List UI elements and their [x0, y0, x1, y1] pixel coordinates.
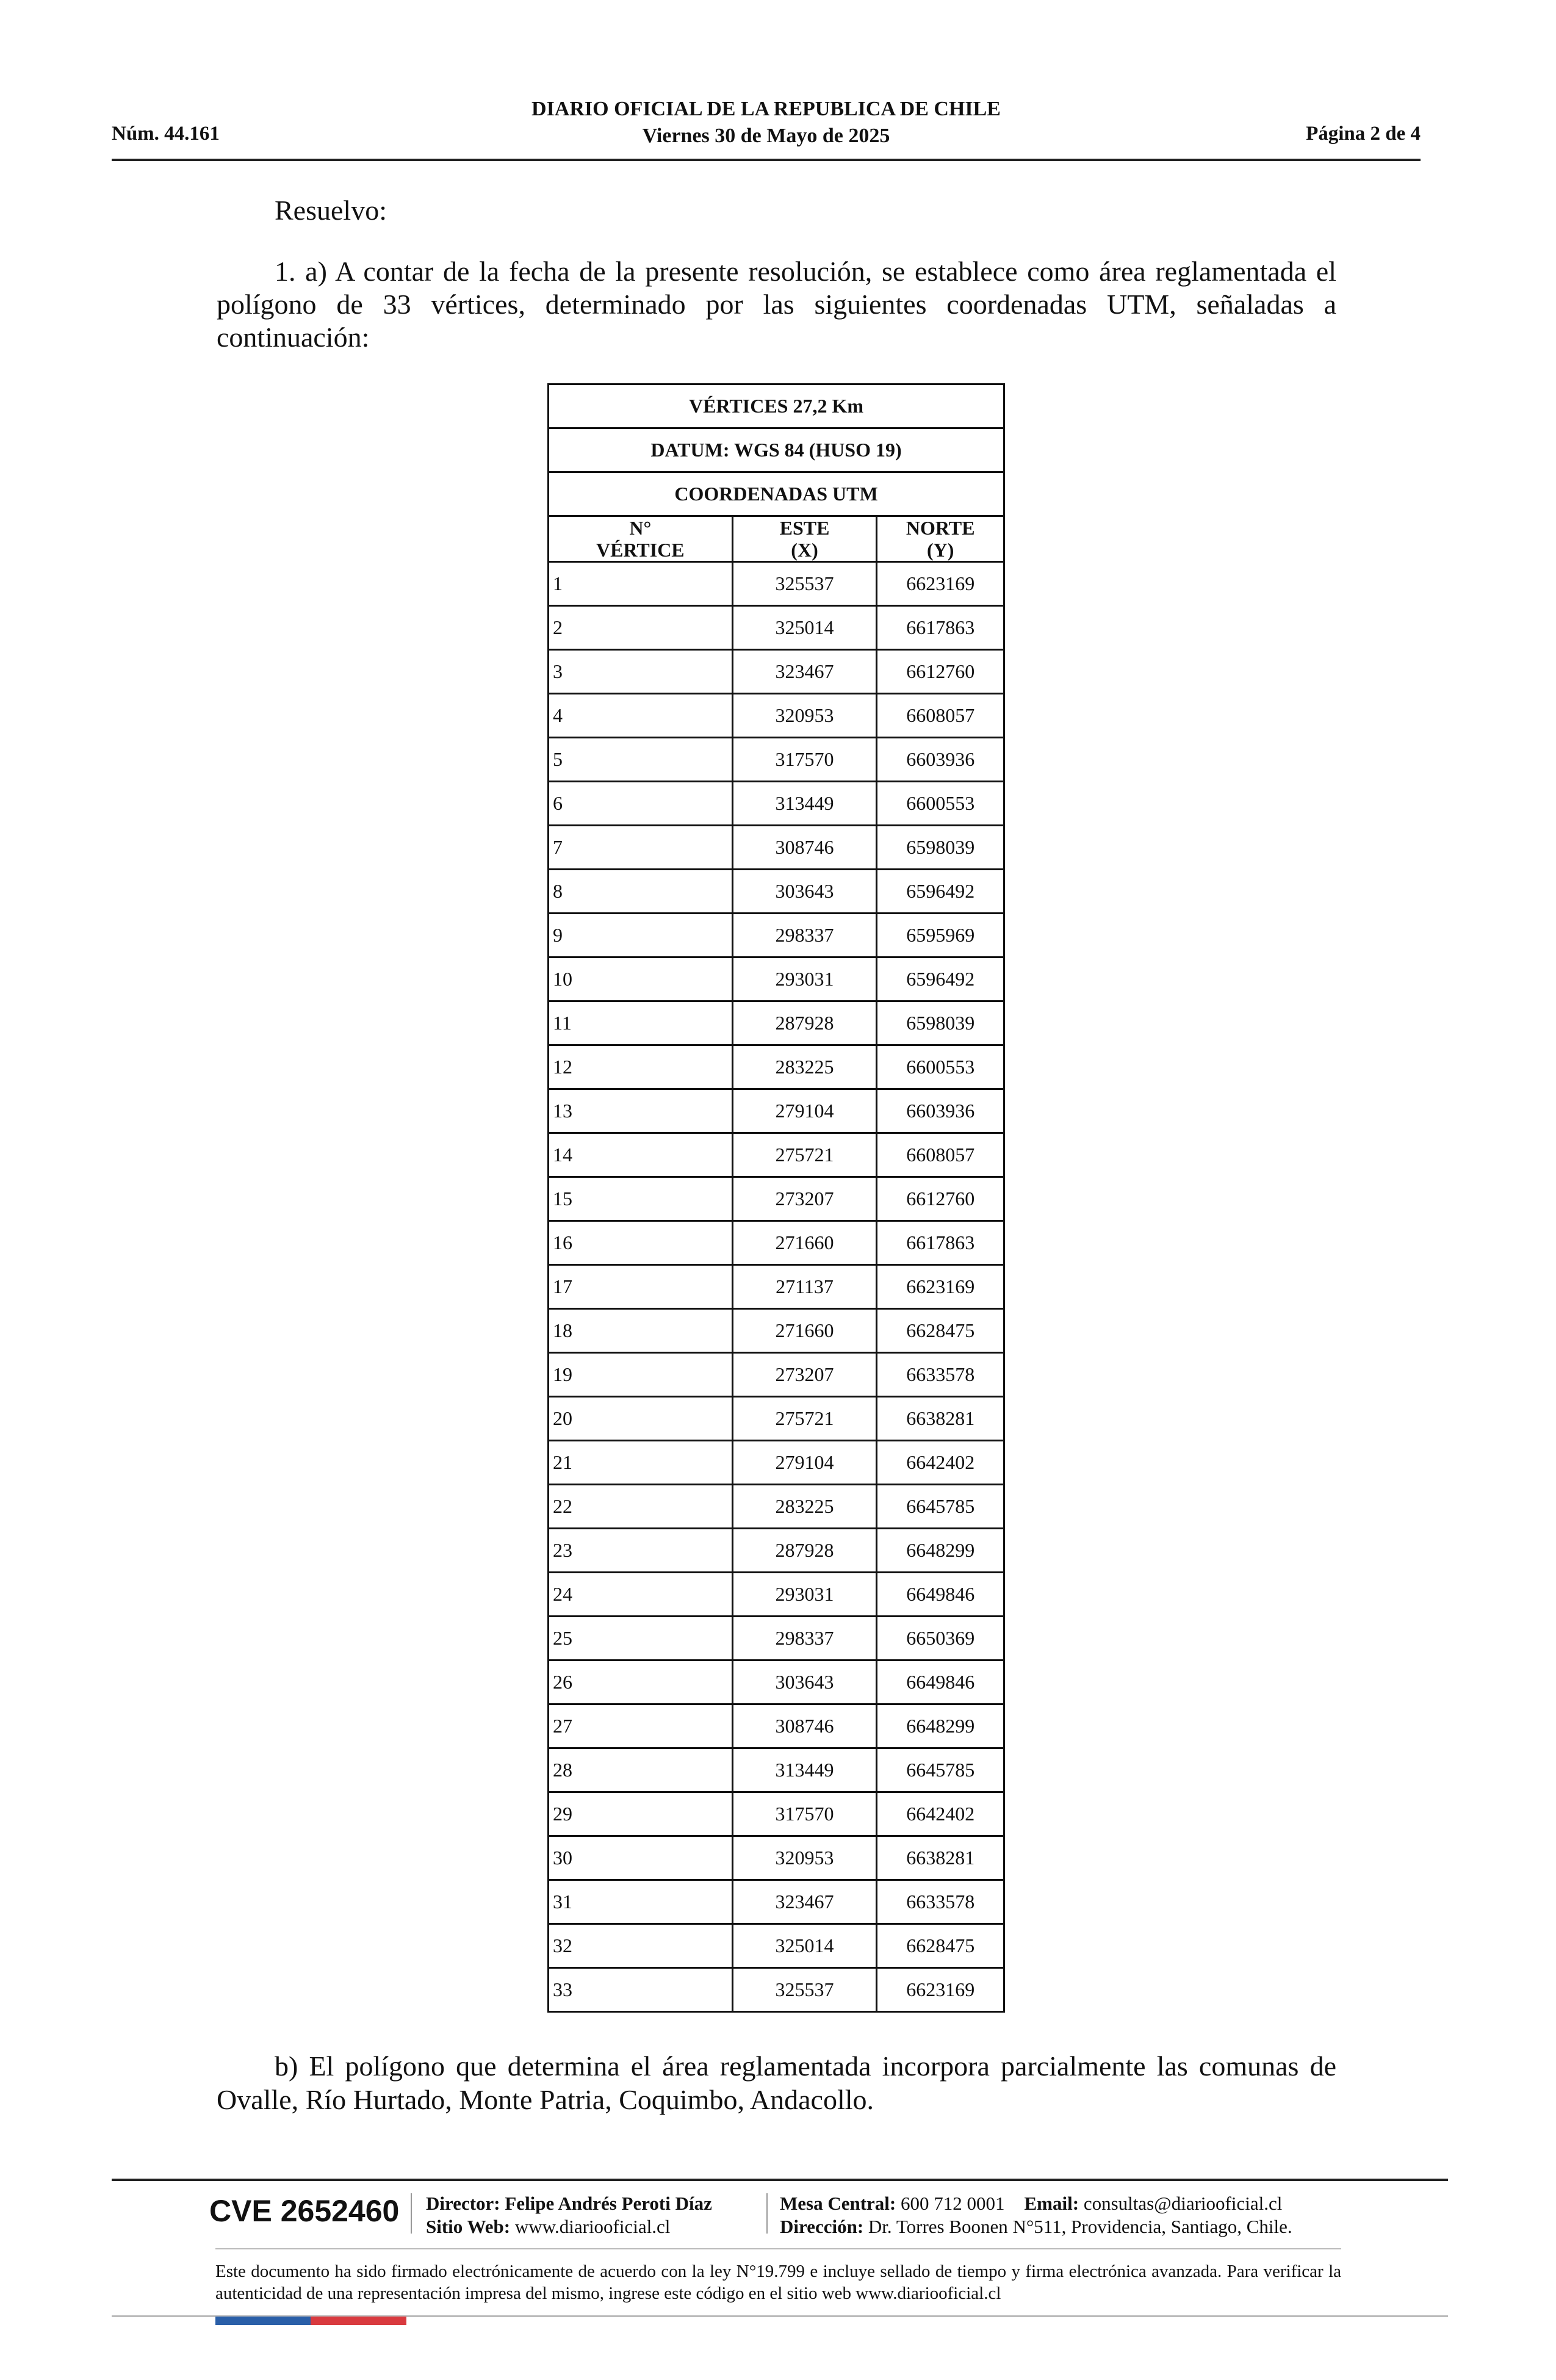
- table-row: [549, 650, 1004, 694]
- norte-cell: 6649846: [877, 1573, 1004, 1617]
- table-row: [549, 1792, 1004, 1836]
- address-value: Dr. Torres Boonen N°511, Providencia, Santiago, Chile.: [868, 2216, 1292, 2237]
- table-row: [549, 562, 1004, 606]
- mesa-label: Mesa Central:: [780, 2193, 896, 2214]
- norte-cell: 6623169: [877, 562, 1004, 606]
- mesa-phone: 600 712 0001: [901, 2193, 1005, 2214]
- col-header-este-l2: (X): [791, 539, 818, 561]
- norte-cell: 6628475: [877, 1309, 1004, 1353]
- col-header-norte-l2: (Y): [927, 539, 954, 561]
- footer-divider: [766, 2193, 768, 2234]
- norte-cell: 6603936: [877, 738, 1004, 782]
- este-cell: 271660: [732, 1221, 877, 1265]
- este-cell: 271660: [732, 1309, 877, 1353]
- vertex-number-cell: 10: [549, 957, 733, 1001]
- norte-cell: 6638281: [877, 1836, 1004, 1880]
- este-cell: 317570: [732, 1792, 877, 1836]
- este-cell: 273207: [732, 1177, 877, 1221]
- vertex-number-cell: 9: [549, 914, 733, 957]
- este-cell: 308746: [732, 1704, 877, 1748]
- vertex-number-cell: 14: [549, 1133, 733, 1177]
- este-cell: 283225: [732, 1485, 877, 1529]
- este-cell: 320953: [732, 694, 877, 738]
- norte-cell: 6596492: [877, 957, 1004, 1001]
- este-cell: 298337: [732, 914, 877, 957]
- cve-code: CVE 2652460: [209, 2194, 400, 2228]
- este-cell: 325014: [732, 1924, 877, 1968]
- table-title-vertices: VÉRTICES 27,2 Km: [549, 384, 1004, 428]
- table-row: [549, 1661, 1004, 1704]
- table-row: [549, 1353, 1004, 1397]
- norte-cell: 6608057: [877, 1133, 1004, 1177]
- table-row: [549, 1133, 1004, 1177]
- table-row: [549, 738, 1004, 782]
- norte-cell: 6650369: [877, 1617, 1004, 1661]
- vertex-number-cell: 33: [549, 1968, 733, 2012]
- vertex-number-cell: 26: [549, 1661, 733, 1704]
- table-row: [549, 1704, 1004, 1748]
- footer-contact-block: [780, 2192, 1292, 2238]
- norte-cell: 6645785: [877, 1485, 1004, 1529]
- table-row: [549, 1177, 1004, 1221]
- norte-cell: 6595969: [877, 914, 1004, 957]
- este-cell: 279104: [732, 1089, 877, 1133]
- page-indicator: Página 2 de 4: [1306, 123, 1421, 145]
- norte-cell: 6648299: [877, 1529, 1004, 1573]
- norte-cell: 6603936: [877, 1089, 1004, 1133]
- vertex-number-cell: 22: [549, 1485, 733, 1529]
- publication-date: Viernes 30 de Mayo de 2025: [642, 124, 890, 147]
- vertex-number-cell: 29: [549, 1792, 733, 1836]
- footer-director-block: [426, 2192, 712, 2238]
- este-cell: 320953: [732, 1836, 877, 1880]
- table-row: [549, 1748, 1004, 1792]
- vertex-number-cell: 18: [549, 1309, 733, 1353]
- director-label: Director:: [426, 2193, 500, 2214]
- norte-cell: 6598039: [877, 1001, 1004, 1045]
- table-row: [549, 1573, 1004, 1617]
- table-row: [549, 1397, 1004, 1441]
- este-cell: 287928: [732, 1529, 877, 1573]
- website-link[interactable]: www.diariooficial.cl: [514, 2216, 671, 2237]
- table-row: [549, 1968, 1004, 2012]
- vertex-number-cell: 28: [549, 1748, 733, 1792]
- table-row: [549, 1045, 1004, 1089]
- table-row: [549, 957, 1004, 1001]
- norte-cell: 6645785: [877, 1748, 1004, 1792]
- table-row: [549, 1265, 1004, 1309]
- table-row: [549, 1529, 1004, 1573]
- col-header-norte-l1: NORTE: [906, 517, 975, 539]
- vertex-number-cell: 31: [549, 1880, 733, 1924]
- vertex-number-cell: 6: [549, 782, 733, 826]
- vertex-number-cell: 16: [549, 1221, 733, 1265]
- vertex-number-cell: 21: [549, 1441, 733, 1485]
- col-header-norte: [877, 516, 1004, 562]
- table-row: [549, 1836, 1004, 1880]
- paragraph-1b: b) El polígono que determina el área reglamentada incorpora parcialmente las comunas de Ovalle, Río Hurtado, Monte Patria, Coquimbo, Andacollo.: [217, 2050, 1336, 2115]
- footer-divider: [411, 2193, 412, 2234]
- table-row: [549, 826, 1004, 870]
- este-cell: 308746: [732, 826, 877, 870]
- este-cell: 275721: [732, 1133, 877, 1177]
- norte-cell: 6600553: [877, 1045, 1004, 1089]
- col-header-este-l1: ESTE: [779, 517, 830, 539]
- page-footer: [112, 2179, 1448, 2321]
- vertex-number-cell: 2: [549, 606, 733, 650]
- vertex-number-cell: 19: [549, 1353, 733, 1397]
- vertex-number-cell: 30: [549, 1836, 733, 1880]
- norte-cell: 6642402: [877, 1441, 1004, 1485]
- norte-cell: 6596492: [877, 870, 1004, 914]
- vertex-number-cell: 11: [549, 1001, 733, 1045]
- este-cell: 293031: [732, 1573, 877, 1617]
- norte-cell: 6623169: [877, 1265, 1004, 1309]
- este-cell: 325537: [732, 1968, 877, 2012]
- vertex-number-cell: 23: [549, 1529, 733, 1573]
- norte-cell: 6633578: [877, 1880, 1004, 1924]
- norte-cell: 6598039: [877, 826, 1004, 870]
- vertex-number-cell: 5: [549, 738, 733, 782]
- table-row: [549, 1880, 1004, 1924]
- table-row: [549, 1617, 1004, 1661]
- norte-cell: 6649846: [877, 1661, 1004, 1704]
- norte-cell: 6617863: [877, 606, 1004, 650]
- publication-title: DIARIO OFICIAL DE LA REPUBLICA DE CHILE: [531, 98, 1001, 120]
- vertex-number-cell: 8: [549, 870, 733, 914]
- vertex-number-cell: 25: [549, 1617, 733, 1661]
- footer-separator: [215, 2248, 1341, 2249]
- col-header-vertice: [549, 516, 733, 562]
- col-header-este: [732, 516, 877, 562]
- este-cell: 273207: [732, 1353, 877, 1397]
- email-label: Email:: [1024, 2193, 1079, 2214]
- vertex-number-cell: 7: [549, 826, 733, 870]
- este-cell: 313449: [732, 1748, 877, 1792]
- vertex-number-cell: 3: [549, 650, 733, 694]
- table-row: [549, 914, 1004, 957]
- este-cell: 303643: [732, 1661, 877, 1704]
- flag-stripe-blue: [215, 2317, 311, 2325]
- norte-cell: 6617863: [877, 1221, 1004, 1265]
- paragraph-1a: 1. a) A contar de la fecha de la presente resolución, se establece como área reglamentada el polígono de 33 vértices, determinado por las siguientes coordenadas UTM, señaladas a continuación:: [217, 256, 1336, 353]
- flag-stripe-red: [311, 2317, 406, 2325]
- este-cell: 293031: [732, 957, 877, 1001]
- address-label: Dirección:: [780, 2216, 864, 2237]
- table-row: [549, 1485, 1004, 1529]
- col-header-vertice-l2: VÉRTICE: [596, 539, 685, 561]
- page-header: [112, 95, 1421, 161]
- norte-cell: 6633578: [877, 1353, 1004, 1397]
- vertex-number-cell: 20: [549, 1397, 733, 1441]
- signature-note: Este documento ha sido firmado electrónicamente de acuerdo con la ley N°19.799 e incluye sellado de tiempo y firma electrónica avanzada. Para verificar la autenticidad de una representación impresa del mismo, ingrese este código en el sitio web www.diariooficial.cl: [215, 2262, 1341, 2303]
- este-cell: 275721: [732, 1397, 877, 1441]
- norte-cell: 6600553: [877, 782, 1004, 826]
- email-link[interactable]: consultas@diariooficial.cl: [1083, 2193, 1283, 2214]
- table-title-datum: DATUM: WGS 84 (HUSO 19): [549, 428, 1004, 472]
- norte-cell: 6628475: [877, 1924, 1004, 1968]
- table-row: [549, 1089, 1004, 1133]
- este-cell: 279104: [732, 1441, 877, 1485]
- vertex-number-cell: 17: [549, 1265, 733, 1309]
- norte-cell: 6612760: [877, 1177, 1004, 1221]
- este-cell: 271137: [732, 1265, 877, 1309]
- director-name: Felipe Andrés Peroti Díaz: [505, 2193, 712, 2214]
- header-center: [112, 96, 1421, 150]
- table-row: [549, 782, 1004, 826]
- este-cell: 323467: [732, 650, 877, 694]
- vertex-number-cell: 32: [549, 1924, 733, 1968]
- este-cell: 323467: [732, 1880, 877, 1924]
- vertex-number-cell: 13: [549, 1089, 733, 1133]
- table-row: [549, 606, 1004, 650]
- coordinates-table: [547, 383, 1005, 2013]
- table-row: [549, 1221, 1004, 1265]
- vertex-number-cell: 4: [549, 694, 733, 738]
- este-cell: 283225: [732, 1045, 877, 1089]
- norte-cell: 6612760: [877, 650, 1004, 694]
- table-row: [549, 870, 1004, 914]
- col-header-vertice-l1: N°: [629, 517, 652, 539]
- norte-cell: 6648299: [877, 1704, 1004, 1748]
- este-cell: 303643: [732, 870, 877, 914]
- este-cell: 313449: [732, 782, 877, 826]
- resuelvo-heading: Resuelvo:: [275, 195, 387, 226]
- website-label: Sitio Web:: [426, 2216, 511, 2237]
- vertex-number-cell: 12: [549, 1045, 733, 1089]
- table-row: [549, 1441, 1004, 1485]
- norte-cell: 6623169: [877, 1968, 1004, 2012]
- norte-cell: 6642402: [877, 1792, 1004, 1836]
- vertex-number-cell: 1: [549, 562, 733, 606]
- table-row: [549, 1001, 1004, 1045]
- vertex-number-cell: 15: [549, 1177, 733, 1221]
- norte-cell: 6608057: [877, 694, 1004, 738]
- table-row: [549, 694, 1004, 738]
- issue-number: Núm. 44.161: [112, 123, 220, 145]
- este-cell: 298337: [732, 1617, 877, 1661]
- este-cell: 287928: [732, 1001, 877, 1045]
- este-cell: 317570: [732, 738, 877, 782]
- vertex-number-cell: 27: [549, 1704, 733, 1748]
- vertex-number-cell: 24: [549, 1573, 733, 1617]
- table-row: [549, 1924, 1004, 1968]
- norte-cell: 6638281: [877, 1397, 1004, 1441]
- table-row: [549, 1309, 1004, 1353]
- este-cell: 325537: [732, 562, 877, 606]
- este-cell: 325014: [732, 606, 877, 650]
- table-title-utm: COORDENADAS UTM: [549, 472, 1004, 516]
